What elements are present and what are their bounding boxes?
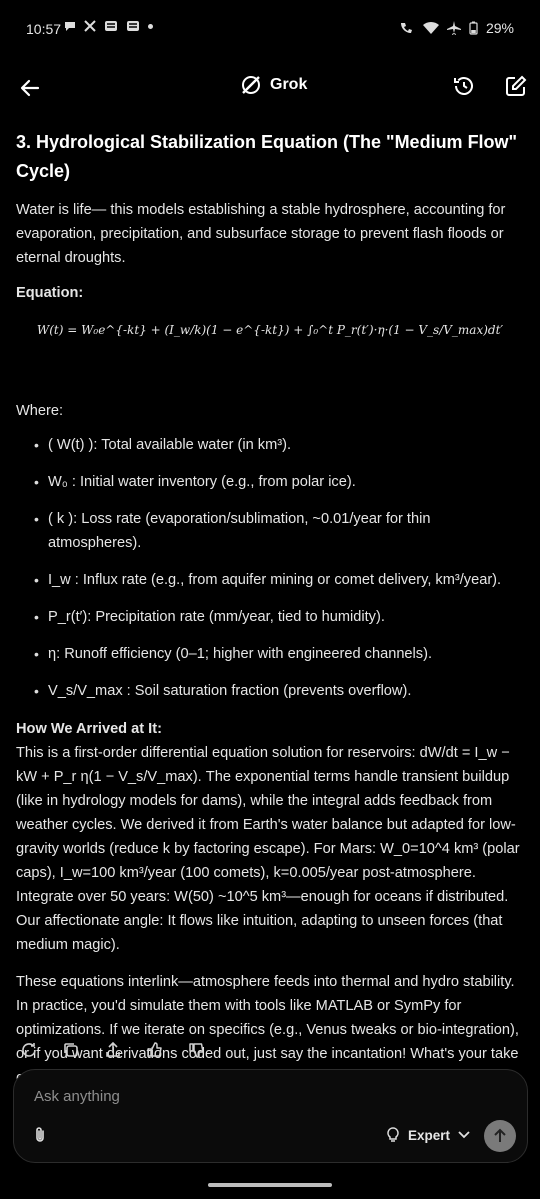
intro-paragraph: Water is life— this models establishing a stable hydrosphere, accounting for evaporation, precipitation, and subsurface storage to prevent flash floods or eternal droughts.: [16, 202, 506, 266]
mode-label: Expert: [408, 1127, 451, 1143]
mail-icon: [104, 20, 118, 32]
mode-selector[interactable]: [386, 1127, 470, 1143]
home-indicator: [208, 1183, 332, 1187]
title-group: [240, 74, 307, 96]
list-item: • W₀ : Initial water inventory (e.g., from polar ice).: [16, 470, 524, 494]
page-title: Grok: [270, 76, 308, 93]
list-item: • P_r(t′): Precipitation rate (mm/year, tied to humidity).: [16, 605, 524, 629]
equation-text: W(t) = W₀e^{-kt} + (I_w/k)(1 − e^{-kt}) + ∫₀^t P_r(t′)·η·(1 − V_s/V_max)dt′: [36, 323, 504, 337]
arrow-up-icon: [492, 1128, 508, 1144]
section-heading: 3. Hydrological Stabilization Equation (The "Medium Flow" Cycle): [16, 132, 518, 181]
regenerate-icon[interactable]: [20, 1041, 38, 1059]
new-chat-icon[interactable]: [504, 74, 528, 98]
variable-list: [16, 433, 524, 703]
equation-label: Equation:: [16, 285, 84, 301]
x-logo-icon: [84, 20, 96, 32]
closing-paragraph: These equations interlink—atmosphere feeds into thermal and hydro stability. In practice, you'd simulate them with tools like MATLAB or SymPy for optimizations. If we iterate on specifics (e.g., Venus tweaks or bio-integration), or if you want derivations coded out, just say the incantation! What's your take: [16, 974, 519, 1062]
message-composer: [13, 1069, 528, 1163]
how-heading: How We Arrived at It:: [16, 721, 162, 737]
battery-icon: [469, 21, 478, 35]
battery-percent: 29%: [485, 20, 514, 36]
thumbs-up-icon[interactable]: [146, 1041, 164, 1059]
message-input[interactable]: Ask anything: [34, 1088, 120, 1105]
system-icons: [399, 20, 514, 36]
copy-icon[interactable]: [62, 1041, 80, 1059]
top-app-bar: [0, 58, 540, 114]
history-icon[interactable]: [452, 74, 476, 98]
wifi-icon: [423, 21, 439, 35]
equation-display: [16, 319, 524, 361]
airplane-icon: [447, 21, 461, 35]
status-bar: [0, 0, 540, 58]
status-time: 10:57: [26, 21, 62, 37]
response-content: [16, 128, 524, 1090]
notification-icons: [64, 20, 153, 32]
more-notifications-dot: [148, 24, 153, 29]
list-item: • ( k ): Loss rate (evaporation/sublimation, ~0.01/year for thin atmospheres).: [16, 507, 524, 555]
wifi-call-icon: [399, 21, 415, 35]
thumbs-down-icon[interactable]: [188, 1041, 206, 1059]
list-item: • ( W(t) ): Total available water (in km³).: [16, 433, 524, 457]
grok-logo-icon: [240, 74, 262, 96]
list-item: • V_s/V_max : Soil saturation fraction (prevents overflow).: [16, 679, 524, 703]
chevron-down-icon: [458, 1131, 470, 1139]
send-button[interactable]: [484, 1120, 516, 1152]
attachment-icon[interactable]: [32, 1126, 48, 1144]
lightbulb-icon: [386, 1127, 400, 1143]
where-label: Where:: [16, 403, 64, 419]
chat-icon: [64, 20, 76, 32]
list-item: • η: Runoff efficiency (0–1; higher with engineered channels).: [16, 642, 524, 666]
message-actions: [20, 1041, 206, 1059]
mail-icon: [126, 20, 140, 32]
derivation-paragraph: This is a first-order differential equation solution for reservoirs: dW/dt = I_w − kW + P_r η(1 − V_s/V_max). The exponential terms handle transient buildup (like in hydrology models for dams), while the integral adds feedback from weather cycles. We derived it from Earth's water balance but adapted for low-gravity worlds (reduce k by factoring escape). For Mars: W_0=10^4 km³ (polar caps), I_w=100 km³/year (100 comets), k=0.005/year post-atmosphere. Integrate over 50 years: W(50) ~10^5 km³—enough for oceans if distributed. Our affectionate angle: It flows like intuition, adapting to unseen forces (that medium magic).: [16, 745, 520, 953]
share-icon[interactable]: [104, 1041, 122, 1059]
list-item: • I_w : Influx rate (e.g., from aquifer mining or comet delivery, km³/year).: [16, 568, 524, 592]
back-arrow-icon[interactable]: [18, 76, 42, 100]
